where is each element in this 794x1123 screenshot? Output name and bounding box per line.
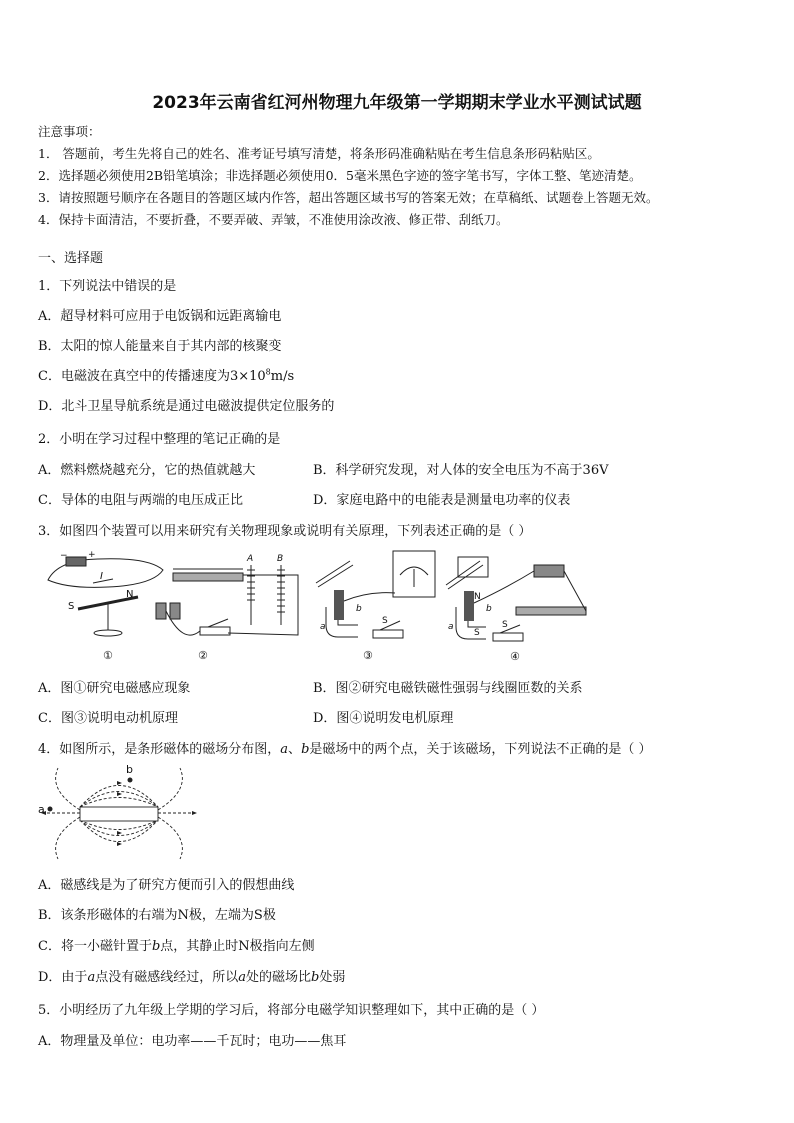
bar-magnet	[80, 807, 158, 821]
q3-option-b: B．图②研究电磁铁磁性强弱与线圈匝数的关系	[313, 681, 583, 696]
coil-b-label: B	[277, 554, 284, 564]
q2-option-b: B．科学研究发现，对人体的安全电压为不高于36V	[313, 463, 609, 478]
section-title: 一、选择题	[38, 251, 104, 266]
q2-option-a: A．燃料燃烧越充分，它的热值就越大	[38, 463, 256, 478]
q1-option-c	[38, 365, 294, 384]
q1-stem: 1．下列说法中错误的是	[38, 279, 177, 294]
page-title: 2023年云南省红河州物理九年级第一学期期末学业水平测试试题	[152, 93, 642, 113]
q5-stem: 5．小明经历了九年级上学期的学习后，将部分电磁学知识整理如下，其中正确的是（ ）	[38, 1003, 545, 1018]
q4-stem	[38, 738, 652, 757]
q4-option-d	[38, 966, 345, 985]
clamp	[458, 557, 488, 577]
q4-option-b: B．该条形磁体的右端为N极，左端为S极	[38, 908, 276, 923]
current-label: I	[100, 571, 103, 582]
q4-stem-text: 4．如图所示，是条形磁体的磁场分布图，	[38, 742, 281, 757]
q3-stem: 3．如图四个装置可以用来研究有关物理现象或说明有关原理，下列表述正确的是（ ）	[38, 524, 532, 539]
point-a-label-2: a	[448, 622, 454, 632]
point-a	[48, 807, 53, 812]
q1-option-a: A．超导材料可应用于电饭锅和远距离输电	[38, 309, 282, 324]
q4-magnet-figure	[38, 760, 218, 864]
q4-stem-tail: 是磁场中的两个点，关于该磁场，下列说法不正确的是（ ）	[309, 742, 652, 757]
q1-c-exponent: 8	[265, 367, 271, 377]
q4-option-a: A．磁感线是为了研究方便而引入的假想曲线	[38, 878, 295, 893]
q3-option-d: D．图④说明发电机原理	[313, 711, 454, 726]
q1-option-d: D．北斗卫星导航系统是通过电磁波提供定位服务的	[38, 399, 335, 414]
battery-icon-2	[534, 565, 564, 577]
q2-stem: 2．小明在学习过程中整理的笔记正确的是	[38, 432, 281, 447]
figure-2-label: ②	[198, 649, 208, 662]
q4-d-mid: 点没有磁感线经过，所以	[95, 970, 239, 985]
q4-d-a: a	[87, 970, 96, 985]
q1-c-text: C．电磁波在真空中的传播速度为3×10	[38, 369, 266, 384]
note-item: 3．请按照题号顺序在各题目的答题区域内作答，超出答题区域书写的答案无效；在草稿纸、试题卷上答题无效。	[38, 190, 659, 205]
q2-option-d: D．家庭电路中的电能表是测量电功率的仪表	[313, 493, 571, 508]
q4-d-tail: 处弱	[319, 970, 346, 985]
figure-2-electromagnets	[156, 554, 298, 662]
q2-option-c: C．导体的电阻与两端的电压成正比	[38, 493, 243, 508]
q3-option-a: A．图①研究电磁感应现象	[38, 681, 191, 696]
q4-d-text: D．由于	[38, 970, 88, 985]
point-b-label-2: b	[486, 604, 492, 614]
switch-s-label: S	[382, 616, 388, 626]
q4-d-b: b	[311, 970, 320, 985]
battery-plus: +	[88, 550, 96, 560]
battery-icon	[66, 557, 86, 566]
point-a-label: a	[320, 622, 326, 632]
notes-heading: 注意事项：	[38, 124, 101, 139]
rheostat	[173, 573, 243, 581]
q3-figures	[38, 545, 598, 667]
coil-a-label: A	[247, 554, 254, 564]
q4-d-a2: a	[238, 970, 246, 985]
note-item: 2．选择题必须使用2B铅笔填涂；非选择题必须使用0．5毫米黑色字迹的签字笔书写，字体工整、笔迹清楚。	[38, 168, 642, 183]
rheostat-2	[516, 607, 586, 615]
q4-c-tail: 点，其静止时N极指向左侧	[160, 939, 315, 954]
point-b-label: b	[356, 604, 362, 614]
q3-option-c: C．图③说明电动机原理	[38, 711, 178, 726]
q1-option-b: B．太阳的惊人能量来自于其内部的核聚变	[38, 339, 282, 354]
figure-1-oersted	[48, 550, 163, 662]
q4-c-b: b	[151, 939, 161, 954]
battery-minus: −	[60, 551, 68, 561]
figure-4-label: ④	[510, 650, 520, 663]
figure-1-label: ①	[103, 649, 113, 662]
point-a-label: a	[38, 803, 45, 816]
needle-n-label: N	[126, 589, 134, 600]
q4-stem-sep: 、	[288, 742, 302, 757]
point-b	[128, 778, 133, 783]
q4-stem-b: b	[301, 742, 310, 757]
needle-s-label: S	[68, 601, 75, 612]
q4-stem-a: a	[280, 742, 289, 757]
q5-option-a: A．物理量及单位：电功率——千瓦时；电功——焦耳	[38, 1034, 347, 1049]
q4-c-text: C．将一小磁针置于	[38, 939, 152, 954]
note-item: 1． 答题前，考生先将自己的姓名、准考证号填写清楚，将条形码准确粘贴在考生信息条形码粘贴区。	[38, 146, 600, 161]
magnet-s-label-2: S	[474, 628, 480, 638]
figure-3-galvanometer	[316, 551, 435, 662]
figure-4-motor	[446, 557, 586, 663]
figure-3-label: ③	[363, 649, 373, 662]
q4-option-c	[38, 935, 315, 954]
q1-c-unit: m/s	[270, 369, 295, 384]
current-arrow	[93, 579, 113, 583]
point-b-label: b	[126, 763, 133, 776]
q4-d-mid2: 处的磁场比	[245, 970, 311, 985]
switch-s-label-2: S	[502, 620, 508, 630]
note-item: 4．保持卡面清洁，不要折叠，不要弄破、弄皱，不准使用涂改液、修正带、刮纸刀。	[38, 212, 509, 227]
magnet-n-label-2: N	[474, 592, 481, 602]
